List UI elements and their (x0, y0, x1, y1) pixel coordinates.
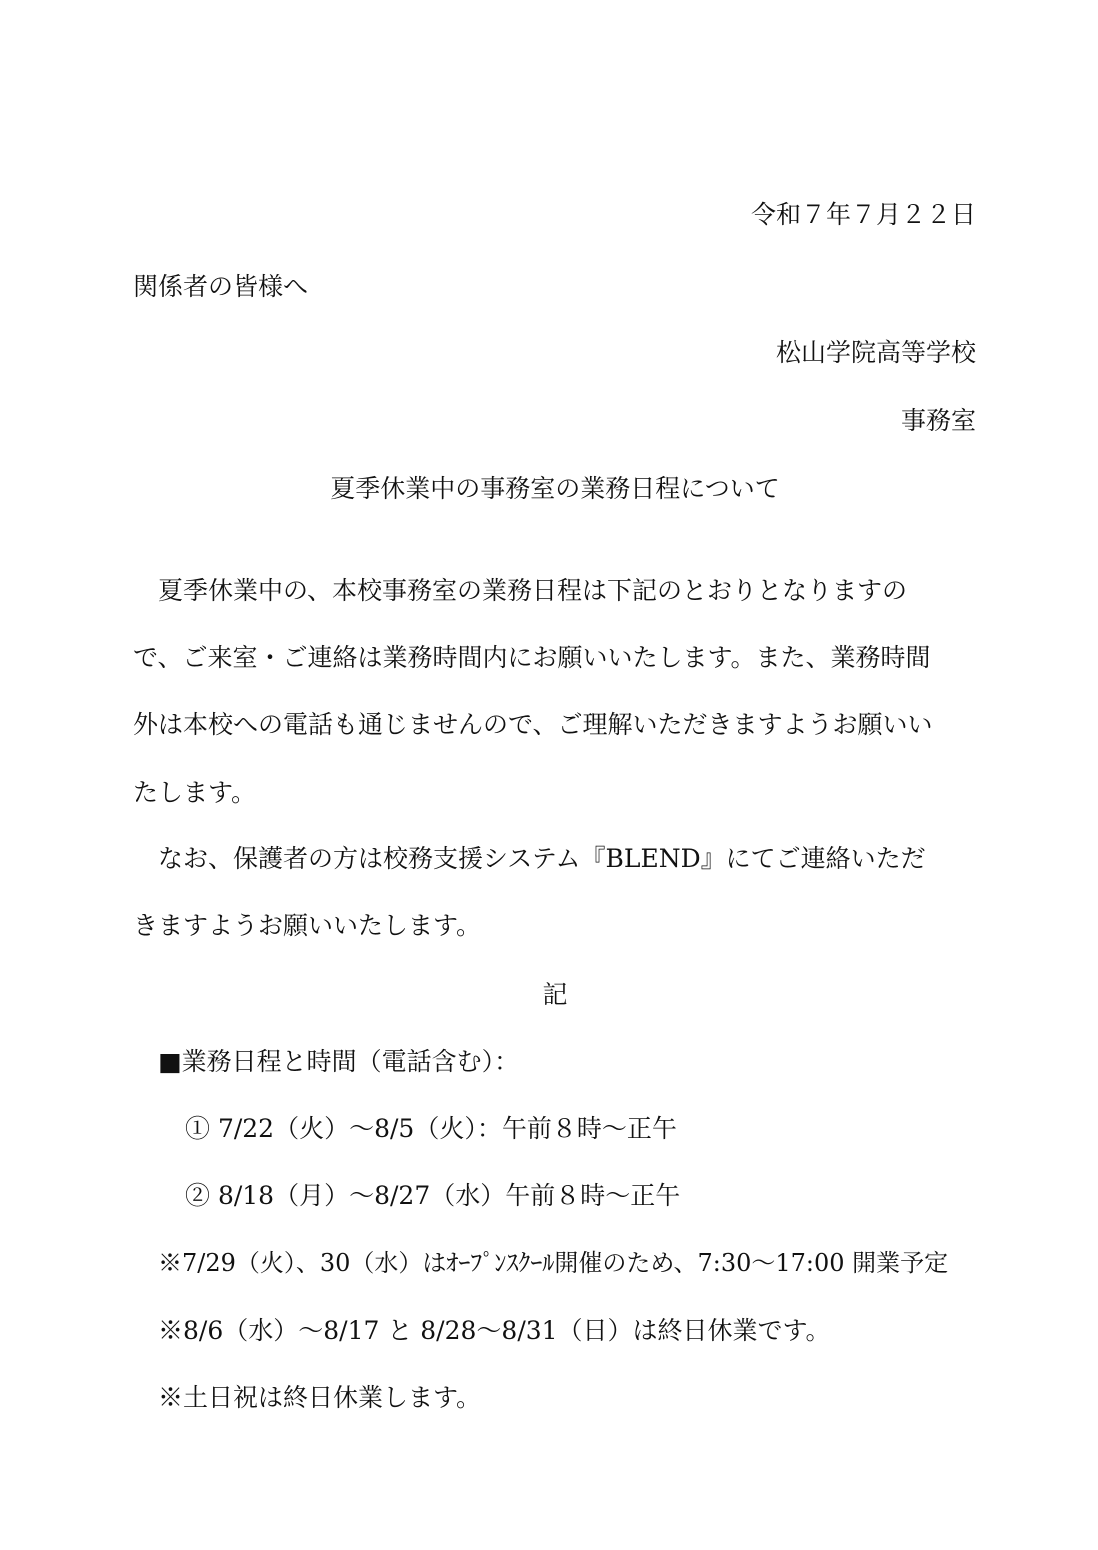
schedule-note: ※土日祝は終日休業します。 (158, 1383, 482, 1412)
paragraph1-line: 外は本校への電話も通じませんので、ご理解いただきますようお願いい (133, 710, 933, 739)
sender-department: 事務室 (900, 406, 976, 435)
ki-marker: 記 (542, 980, 568, 1009)
paragraph1-line: 夏季休業中の、本校事務室の業務日程は下記のとおりとなりますの (158, 576, 908, 605)
paragraph2-line: なお、保護者の方は校務支援システム『BLEND』にてご連絡いただ (158, 844, 926, 873)
sender-organization: 松山学院高等学校 (775, 338, 976, 367)
schedule-heading: ■業務日程と時間（電話含む）： (158, 1047, 520, 1076)
document-title: 夏季休業中の事務室の業務日程について (330, 474, 780, 503)
addressee: 関係者の皆様へ (133, 272, 309, 301)
paragraph1-line: たします。 (133, 778, 257, 807)
schedule-item: ② 8/18（月）～8/27（水）午前８時～正午 (185, 1181, 681, 1210)
paragraph2-line: きますようお願いいたします。 (133, 911, 482, 940)
schedule-note: ※7/29（火）、30（水）はｵｰﾌﾟﾝｽｸｰﾙ開催のため、7:30～17:00 開業予定 (158, 1249, 949, 1277)
schedule-item: ① 7/22（火）～8/5（火）：午前８時～正午 (185, 1114, 677, 1143)
document-date: 令和７年７月２２日 (750, 200, 976, 229)
paragraph1-line: で、ご来室・ご連絡は業務時間内にお願いいたします。また、業務時間 (133, 643, 931, 672)
schedule-note: ※8/6（水）～8/17 と 8/28～8/31（日）は終日休業です。 (158, 1316, 831, 1345)
